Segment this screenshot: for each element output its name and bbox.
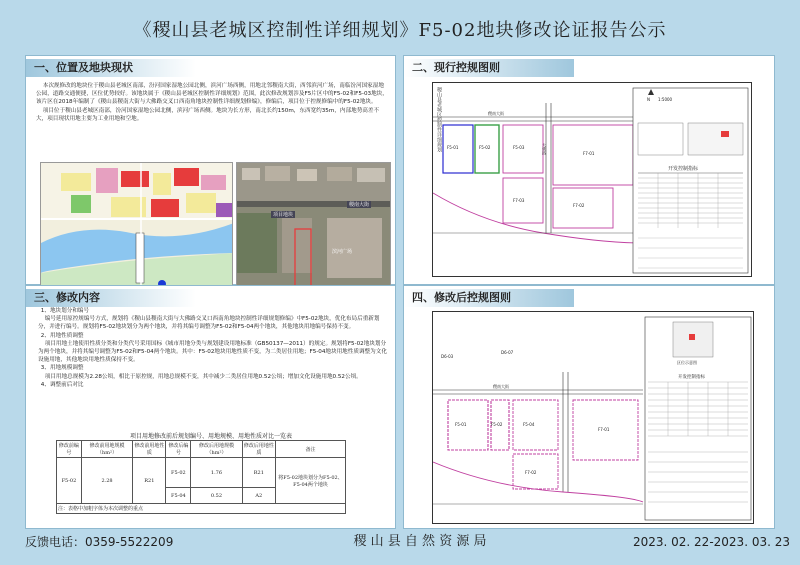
revised-plan-lot-3: F5-04 [523, 422, 535, 427]
current-plan-lot-3: F5-03 [513, 145, 525, 150]
cell-after-area-1: 1.76 [191, 458, 242, 488]
location-text [36, 82, 388, 123]
cell-after-id-1: F5-02 [166, 458, 191, 488]
current-plan-lot-5: F7-02 [573, 203, 585, 208]
item-2-text: 项目用地土地使用性质分类和分类代号采用国标《城市用地分类与规划建设用地标准（GB50137—2011）的规定。规划将F5-02地块划分为两个地块，并将其编号调整为F5-02和F5-04两个地块。其中：F5-02地块用地性质不变，为二类居住用地；F5-04地块用地性质调整为文化设施用地，其他地块用地性质保持不变。 [38, 340, 387, 364]
comparison-table [56, 440, 346, 514]
footer-org: 稷 山 县 自 然 资 源 局 [353, 534, 487, 549]
footer-feedback [25, 529, 173, 555]
revised-plan-street: 稷南大街 [493, 384, 509, 389]
current-plan-lot-4: F7-01 [583, 151, 595, 156]
current-plan-lot-1: F5-01 [447, 145, 459, 150]
revised-plan-lot-5: F7-02 [525, 470, 537, 475]
current-plan-scale: 1:5000 [658, 97, 673, 102]
revised-plan-inset-label: 区位示意图 [677, 360, 697, 365]
current-plan-table-title: 开发控制指标 [668, 166, 699, 172]
th-before-type: 修改前用地性质 [133, 441, 166, 458]
section-title-current-plan: 二、现行控规图则 [404, 59, 574, 77]
panel-location [25, 55, 396, 285]
current-plan-lot-6: F7-03 [513, 198, 525, 203]
cell-before-id: F5-02 [57, 458, 82, 504]
location-paragraph-1: 本次规修改的地块位于稷山县老城区南部，汾河国家湿地公园北侧，滨河广场西侧，用地北邻稷南大街，西邻滨河广场，南临汾河国家湿地公园，道路交通便捷，区位优势较好。该地块属于《稷山县老城区控制性详细规划》范围，此次修改规划涉及F5片区中的F5-02和F5-03地块，该片区在2018年编制了《稷山县稷南大街与大佛路交叉口西南角地块控制性详细规划修编》，修编后，项目位于控规修编中的F5-02地块。 [36, 83, 388, 106]
aerial-plaza-label: 滨河广场 [332, 249, 353, 255]
location-paragraph-2: 项目位于稷山县老城区南部，汾河国家湿地公园北侧，滨河广场西侧。地块为长方形，南北长约150m，东西宽约35m，内部地势高差不大，项目现状用地主要为工业用地和空地。 [36, 107, 380, 122]
th-before-id: 修改前编号 [57, 441, 82, 458]
section-title-modification: 三、修改内容 [26, 289, 196, 307]
item-1-head: 1、地块划分和编号 [40, 308, 90, 314]
th-after-id: 修改后编号 [166, 441, 191, 458]
cell-after-type-1: R21 [242, 458, 275, 488]
current-plan-map [432, 82, 752, 277]
current-plan-street-top: 稷南大街 [488, 111, 504, 116]
panel-modification [25, 285, 396, 529]
modification-text [38, 307, 390, 389]
revised-plan-lot-6: D6-03 [441, 354, 454, 359]
revised-plan-table-title: 开发控制指标 [678, 375, 705, 380]
page-title: 《稷山县老城区控制性详细规划》F5-02地块修改论证报告公示 [133, 20, 667, 41]
current-plan-north: N [647, 97, 650, 102]
current-plan-side-title: 稷山县老城区控制性详细规划 [436, 87, 442, 152]
panel-revised-plan [403, 285, 775, 529]
revised-plan-lot-1: F5-01 [455, 422, 467, 427]
th-after-area: 修改后用地规模（hm²） [191, 441, 242, 458]
table-footnote: 注：表格中加粗字体为本次调整的重点 [57, 504, 346, 514]
revised-plan-map [432, 311, 754, 524]
item-3-head: 3、用地规模调整 [40, 365, 84, 372]
section-title-revised-plan: 四、修改后控规图则 [404, 289, 574, 307]
aerial-site-label: 项目地块 [273, 212, 294, 218]
th-before-area: 修改前用地规模（hm²） [81, 441, 132, 458]
feedback-phone: 0359-5522209 [85, 535, 174, 549]
panel-current-plan [403, 55, 775, 285]
revised-plan-lot-2: F5-02 [491, 422, 503, 427]
cell-after-type-2: A2 [242, 488, 275, 504]
revised-plan-lot-4: F7-01 [598, 427, 610, 432]
footer-period: 2023. 02. 22-2023. 03. 23 [632, 535, 790, 549]
cell-note: 将F5-02地块划分为F5-02、F5-04两个地块 [276, 458, 346, 504]
item-2-head: 2、用地性质调整 [40, 332, 84, 339]
item-3-text: 项目用地总规模为2.28公顷，相比于原控规，用地总规模不变，其中减少二类居住用地0.52公顷；增加文化设施用地0.52公顷。 [44, 373, 362, 380]
item-4-head: 4、调整前后对比 [40, 381, 84, 388]
item-1-text: 编号延用原控规编号方式，规划将《稷山县稷南大街与大佛路交叉口西南角地块控制性详细规划修编》中F5-02地块，优化布局后重新划分，并进行编号。规划将F5-02地块划分为两个地块，并将其编号调整为F5-02和F5-04两个地块，其他地块用地编号保持不变。 [38, 316, 380, 331]
cell-after-area-2: 0.52 [191, 488, 242, 504]
cell-before-area: 2.28 [81, 458, 132, 504]
comparison-table-title: 项目用地修改前后规划编号、用地规模、用地性质对比一览表 [129, 433, 292, 440]
cell-before-type: R21 [133, 458, 166, 504]
section-title-location: 一、位置及地块现状 [26, 59, 196, 77]
th-note: 备注 [276, 441, 346, 458]
revised-plan-lot-7: D6-07 [501, 350, 514, 355]
th-after-type: 修改后用地性质 [242, 441, 275, 458]
current-plan-street-right: 大佛路 [542, 143, 547, 155]
cell-after-id-2: F5-04 [166, 488, 191, 504]
aerial-road-label: 稷南大街 [349, 202, 370, 208]
feedback-label: 反馈电话： [25, 535, 86, 549]
current-plan-lot-2: F5-02 [479, 145, 491, 150]
